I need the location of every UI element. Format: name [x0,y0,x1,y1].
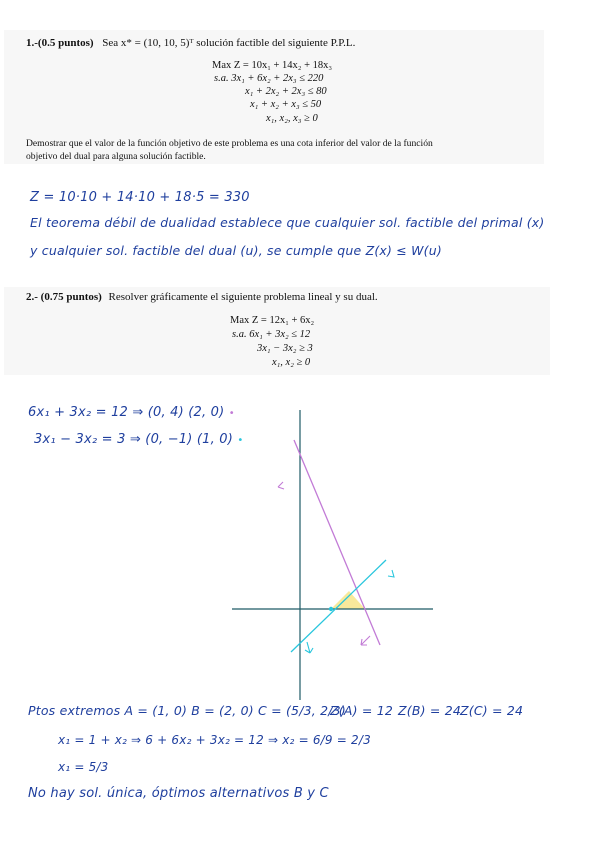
q2-nonnegativity: x₁, x₂ ≥ 0 [272,357,311,368]
purple-dot-marker: • [228,408,235,419]
q2-z-at-b: Z(B) = 24 [398,703,462,718]
q2-line-a-text: 6x₁ + 3x₂ = 12 ⇒ (0, 4) (2, 0) [28,405,225,420]
point-A [329,607,333,611]
q1-answer-calc: Z = 10·10 + 14·10 + 18·5 = 330 [30,190,250,205]
arrow-line1-lower-icon [361,636,370,645]
q2-objective: Max Z = 12x₁ + 6x₂ [230,315,315,326]
q1-nonnegativity: x₁, x₂, x₃ ≥ 0 [266,113,318,124]
constraint-line-2 [291,560,386,652]
q1-constraint-2: x₁ + 2x₂ + 2x₃ ≤ 80 [245,86,327,97]
q1-constraint-3: x₁ + x₂ + x₃ ≤ 50 [250,99,322,110]
question-2-statement: Resolver gráficamente el siguiente problema lineal y su dual. [108,291,378,303]
q2-z-at-c: Z(C) = 24 [460,703,524,718]
question-1-statement: Sea x* = (10, 10, 5)ᵀ solución factible del siguiente P.P.L. [102,37,356,49]
constraint-line-1 [294,440,380,645]
q2-line-b-text: 3x₁ − 3x₂ = 3 ⇒ (0, −1) (1, 0) [34,432,234,447]
q1-answer-line-2: y cualquier sol. factible del dual (u), se cumple que Z(x) ≤ W(u) [30,243,442,258]
cyan-dot-marker: • [237,435,244,446]
question-1-points: (0.5 puntos) [37,37,94,49]
q2-solve-step-1: x₁ = 1 + x₂ ⇒ 6 + 6x₂ + 3x₂ = 12 ⇒ x₂ = 6/9 = 2/3 [58,733,371,747]
q2-solve-step-2: x₁ = 5/3 [58,760,109,774]
arrow-line1-upper-icon [278,482,284,489]
q2-extreme-points: Ptos extremos A = (1, 0) B = (2, 0) C = (5/3, 2/3) [28,703,346,718]
q2-constraint-1: s.a. 6x₁ + 3x₂ ≤ 12 [232,329,311,340]
q2-conclusion: No hay sol. única, óptimos alternativos B y C [28,786,329,801]
q1-constraint-1: s.a. 3x₁ + 6x₂ + 2x₃ ≤ 220 [214,73,324,84]
q1-task-line-1: Demostrar que el valor de la función objetivo de este problema es una cota inferior del valor de la función [26,138,433,149]
question-2-number: 2.- [26,291,38,303]
arrow-line2-lower-icon [305,642,313,653]
arrow-line2-upper-icon [388,570,394,577]
question-2-points: (0.75 puntos) [40,291,102,303]
feasible-region [331,591,365,609]
q1-task-line-2: objetivo del dual para alguna solución factible. [26,151,206,162]
q1-answer-line-1: El teorema débil de dualidad establece que cualquier sol. factible del primal (x) [30,215,545,230]
q2-z-at-a: Z(A) = 12 [330,703,393,718]
question-1-number: 1.- [26,37,38,49]
q1-objective: Max Z = 10x₁ + 14x₂ + 18x₃ [212,60,333,71]
q2-constraint-2: 3x₁ − 3x₂ ≥ 3 [257,343,313,354]
